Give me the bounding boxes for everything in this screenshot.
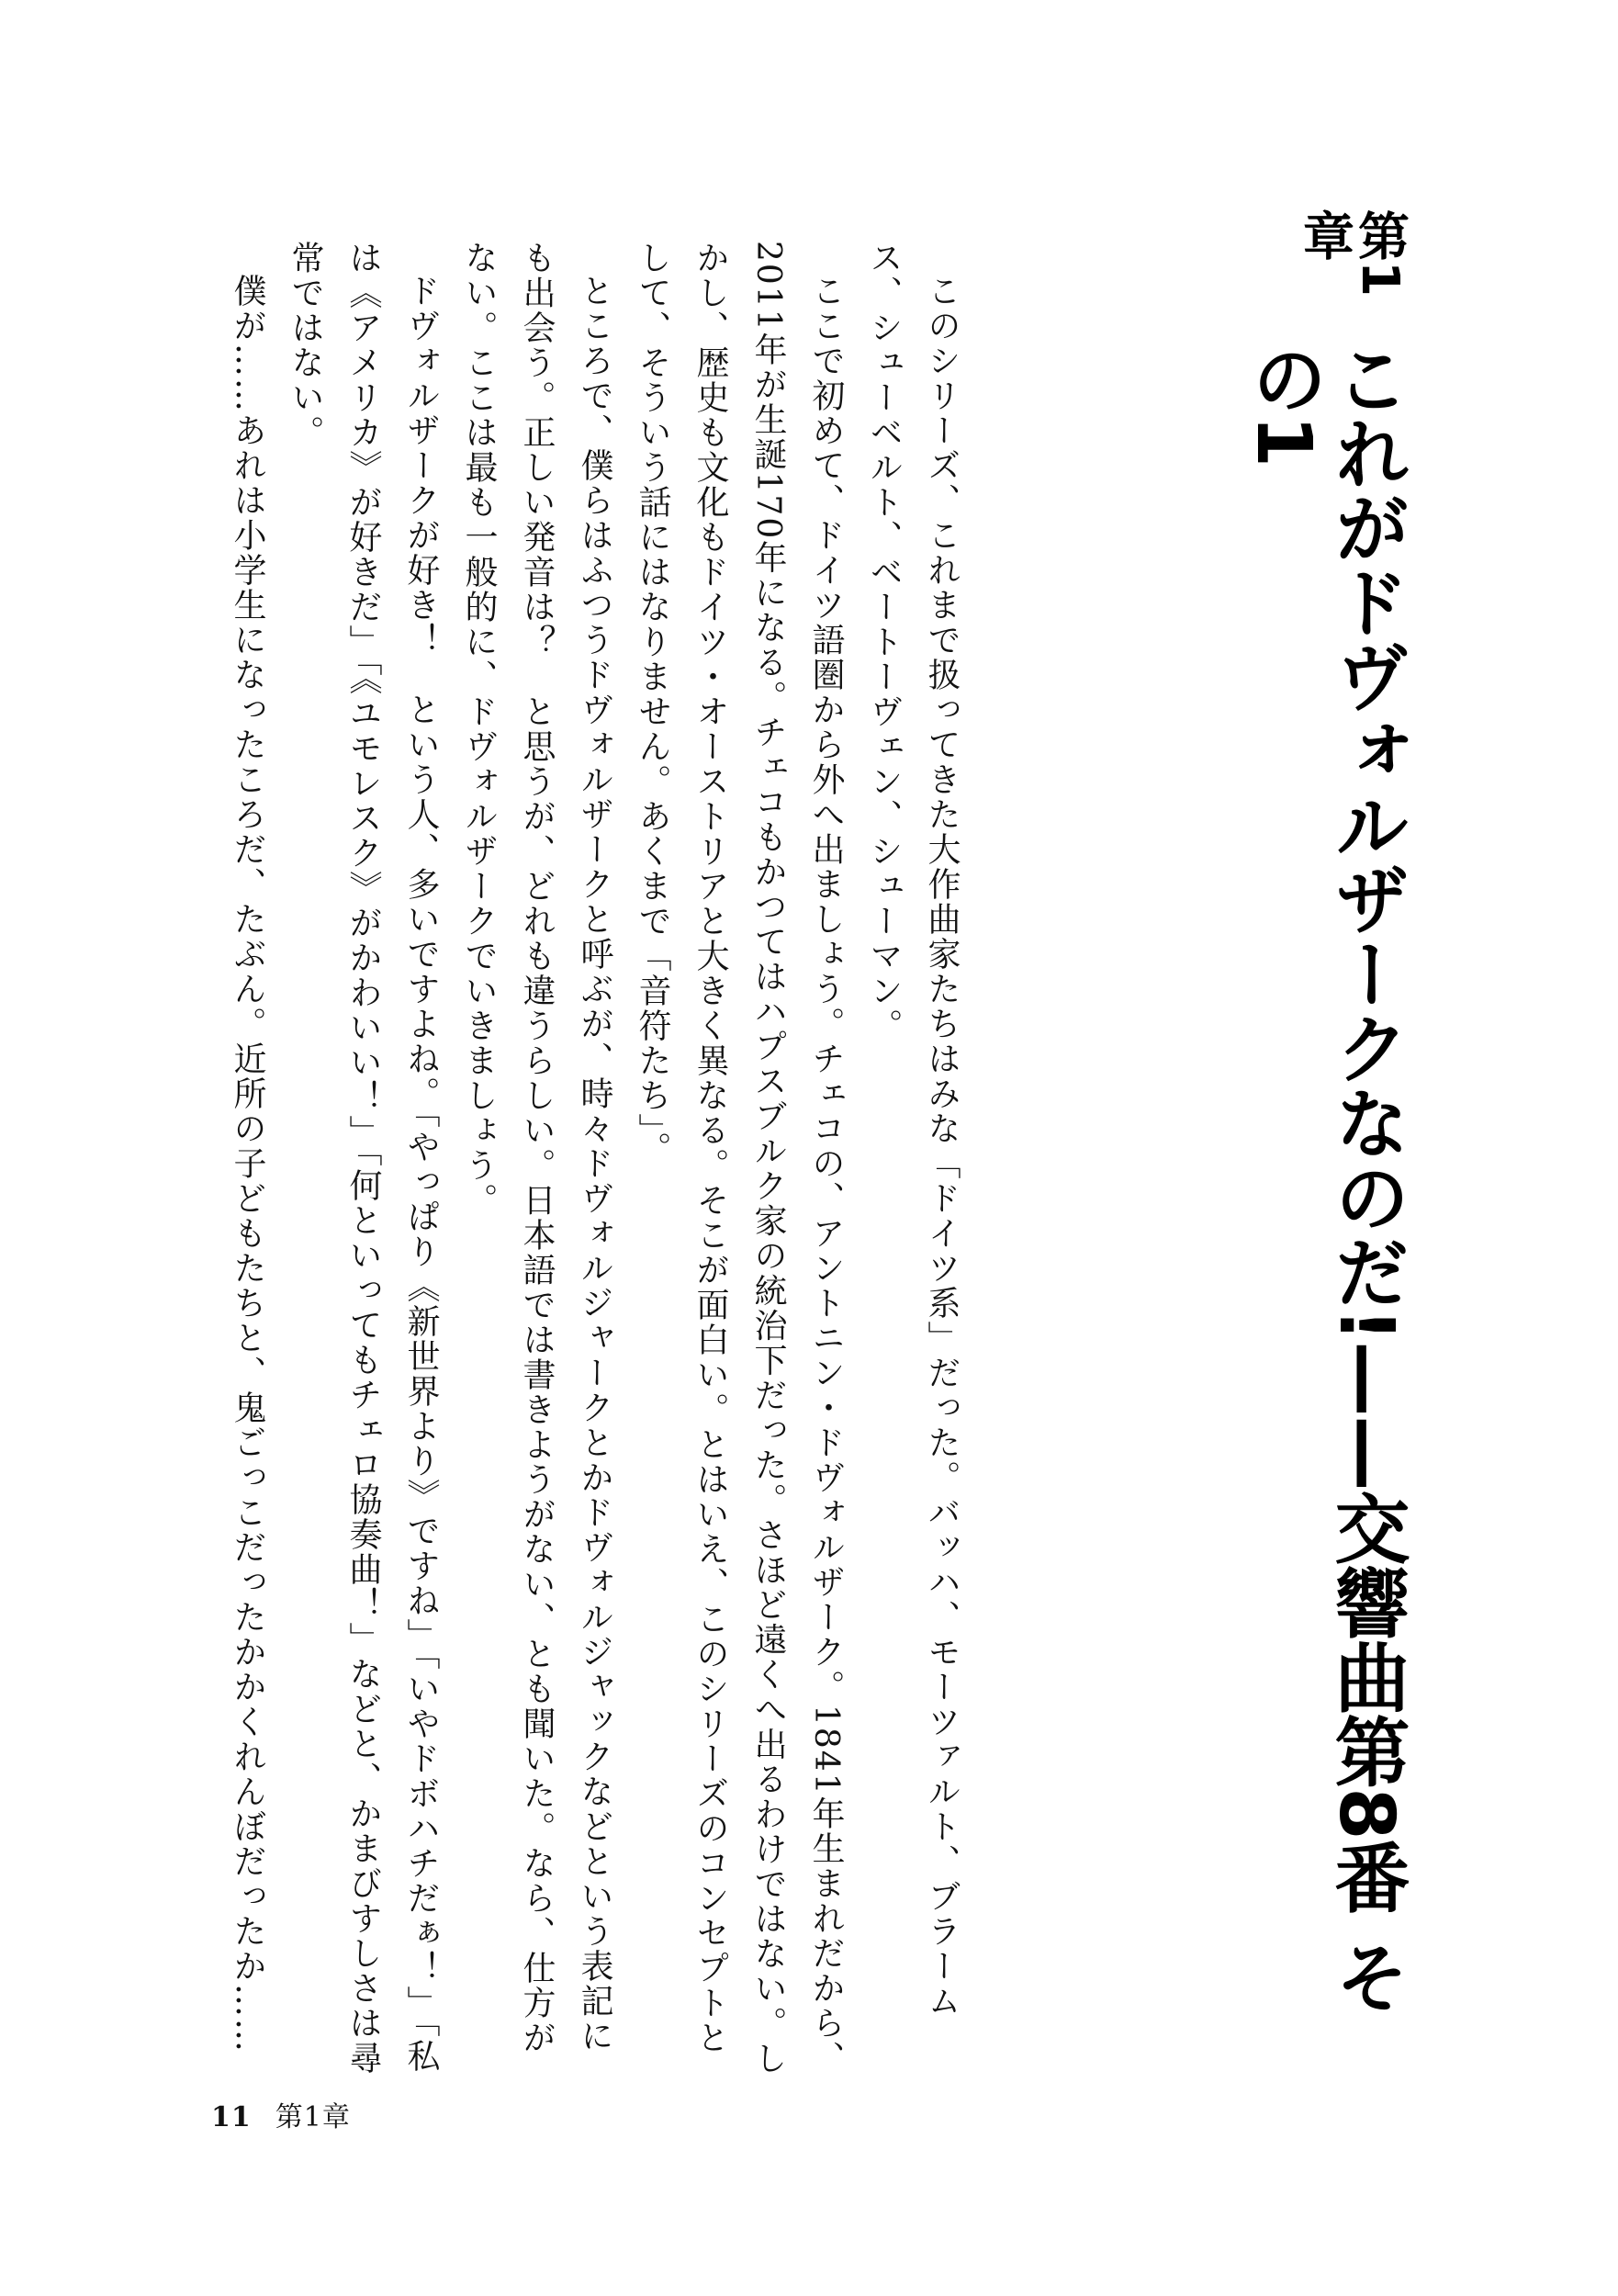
page-footer bbox=[211, 2094, 351, 2134]
chapter-heading bbox=[1240, 209, 1410, 2046]
paragraph: 僕が……あれは小学生になったころだ、たぶん。近所の子どもたちと、鬼ごっこだったかかくれんぼだったか…… bbox=[229, 274, 266, 2054]
chapter-title: これがドヴォルザークなのだ!——交響曲第8番 その1 bbox=[1240, 341, 1410, 2014]
running-chapter: 第1章 bbox=[275, 2101, 351, 2133]
paragraph: このシリーズ、これまで扱ってきた大作曲家たちはみな「ドイツ系」だった。バッハ、モーツァルト、ブラームス、シューベルト、ベートーヴェン、シューマン。 bbox=[865, 241, 961, 2019]
body-text bbox=[172, 241, 971, 2077]
paragraph: ドヴォルザークが好き！ という人、多いですよね。「やっぱり《新世界より》ですね」「いやドボハチだぁ！」「私は《アメリカ》が好きだ」「《ユモレスク》がかわいい！」「何といってもチェロ協奏曲！」などと、かまびすしさは尋常ではない。 bbox=[287, 241, 440, 2076]
page-number: 11 bbox=[211, 2101, 252, 2133]
paragraph: ところで、僕らはふつうドヴォルザークと呼ぶが、時々ドヴォルジャークとかドヴォルジャックなどという表記にも出会う。正しい発音は？ と思うが、どれも違うらしい。日本語では書きようがない、とも聞いた。なら、仕方がない。ここは最も一般的に、ドヴォルザークでいきましょう。 bbox=[460, 241, 613, 2055]
paragraph: ここで初めて、ドイツ語圏から外へ出ましょう。チェコの、アントニン・ドヴォルザーク。1841年生まれだから、2011年が生誕170年になる。チェコもかつてはハプスブルク家の統治下だった。さほど遠くへ出るわけではない。しかし、歴史も文化もドイツ・オーストリアと大きく異なる。そこが面白い。とはいえ、このシリーズのコンセプトとして、そういう話にはなりません。あくまで「音符たち」。 bbox=[634, 241, 845, 2077]
chapter-label: 第1章 bbox=[1295, 209, 1410, 297]
